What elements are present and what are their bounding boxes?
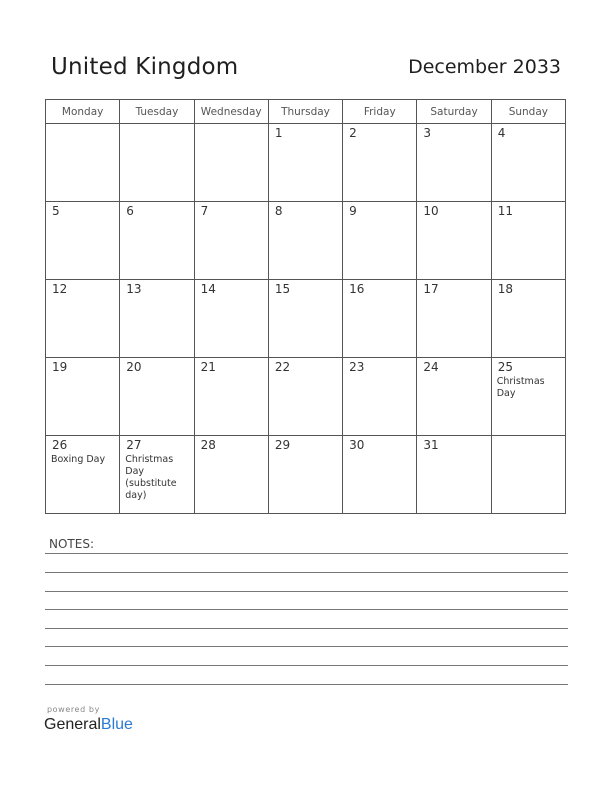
day-cell	[120, 358, 194, 436]
day-cell	[194, 436, 268, 514]
day-number: 10	[423, 204, 439, 218]
day-number: 8	[274, 204, 283, 218]
day-cell	[194, 280, 268, 358]
weekday-friday: Friday	[343, 100, 417, 124]
day-cell	[46, 280, 120, 358]
day-cell	[120, 124, 194, 202]
day-cell	[120, 202, 194, 280]
day-number: 16	[349, 282, 365, 296]
day-cell	[417, 124, 491, 202]
brand-general: General	[44, 716, 101, 733]
day-number: 7	[200, 204, 209, 218]
day-cell	[268, 436, 342, 514]
day-number: 13	[126, 282, 142, 296]
weekday-saturday: Saturday	[417, 100, 491, 124]
note-line	[45, 591, 568, 592]
day-cell	[491, 124, 565, 202]
weekday-header-row	[46, 100, 566, 124]
day-number: 1	[274, 126, 283, 140]
day-cell	[417, 202, 491, 280]
brand-blue: Blue	[100, 716, 133, 733]
week-row-3	[46, 280, 566, 358]
day-number: 5	[52, 204, 60, 218]
notes-label: NOTES:	[49, 537, 94, 551]
note-line	[45, 646, 568, 647]
day-number: 23	[349, 360, 365, 374]
weekday-sunday: Sunday	[491, 100, 565, 124]
day-cell	[194, 202, 268, 280]
day-number: 22	[274, 360, 291, 374]
day-cell	[46, 124, 120, 202]
day-number: 18	[497, 282, 513, 296]
holiday-label: Boxing Day	[51, 454, 106, 465]
generalblue-logo[interactable]	[44, 716, 133, 734]
note-line	[45, 572, 568, 573]
week-row-2	[46, 202, 566, 280]
day-number: 15	[274, 282, 291, 296]
note-line	[45, 665, 568, 666]
day-number: 9	[349, 204, 357, 218]
day-cell	[343, 358, 417, 436]
note-line	[45, 684, 568, 685]
powered-by-text: powered by	[47, 705, 100, 714]
weekday-wednesday: Wednesday	[194, 100, 268, 124]
day-number	[46, 124, 119, 126]
day-number: 27	[126, 438, 142, 452]
day-number: 20	[126, 360, 142, 374]
day-number: 2	[349, 126, 357, 140]
day-number: 6	[126, 204, 134, 218]
day-number: 19	[52, 360, 68, 374]
day-number: 4	[497, 126, 506, 140]
day-number: 21	[200, 360, 216, 374]
holiday-label: Christmas Day	[496, 376, 545, 399]
day-cell	[120, 280, 194, 358]
day-number: 14	[200, 282, 216, 296]
weekday-monday: Monday	[46, 100, 120, 124]
day-cell	[417, 358, 491, 436]
day-number: 30	[349, 438, 365, 452]
day-number: 29	[274, 438, 291, 452]
note-line	[45, 609, 568, 610]
day-number: 12	[52, 282, 68, 296]
day-cell	[491, 436, 565, 514]
holiday-label: Christmas Day (substitute day)	[125, 454, 177, 501]
day-number: 3	[423, 126, 432, 140]
week-row-5	[46, 436, 566, 514]
day-cell	[46, 436, 120, 514]
month-title: December 2033	[408, 56, 561, 78]
day-cell	[491, 202, 565, 280]
day-cell	[268, 358, 342, 436]
day-cell	[46, 202, 120, 280]
day-cell	[343, 436, 417, 514]
day-cell	[268, 280, 342, 358]
day-number: 11	[497, 204, 513, 218]
day-cell	[417, 436, 491, 514]
day-number: 24	[423, 360, 439, 374]
note-line	[45, 628, 568, 629]
week-row-1	[46, 124, 566, 202]
calendar-grid	[45, 99, 566, 514]
day-cell	[194, 124, 268, 202]
day-number: 17	[423, 282, 439, 296]
note-line	[45, 553, 568, 554]
country-title: United Kingdom	[51, 54, 239, 80]
day-number: 31	[423, 438, 439, 452]
day-cell	[194, 358, 268, 436]
day-number	[120, 124, 193, 126]
day-number: 25	[497, 360, 513, 374]
day-number	[492, 436, 565, 438]
day-cell	[343, 124, 417, 202]
day-cell	[343, 202, 417, 280]
day-cell	[491, 280, 565, 358]
day-cell	[343, 280, 417, 358]
weekday-tuesday: Tuesday	[120, 100, 194, 124]
week-row-4	[46, 358, 566, 436]
weekday-thursday: Thursday	[268, 100, 342, 124]
day-number: 26	[52, 438, 68, 452]
day-cell	[268, 202, 342, 280]
day-cell	[417, 280, 491, 358]
day-number: 28	[200, 438, 216, 452]
day-cell	[120, 436, 194, 514]
day-number	[195, 124, 268, 126]
day-cell	[268, 124, 342, 202]
day-cell	[491, 358, 565, 436]
day-cell	[46, 358, 120, 436]
